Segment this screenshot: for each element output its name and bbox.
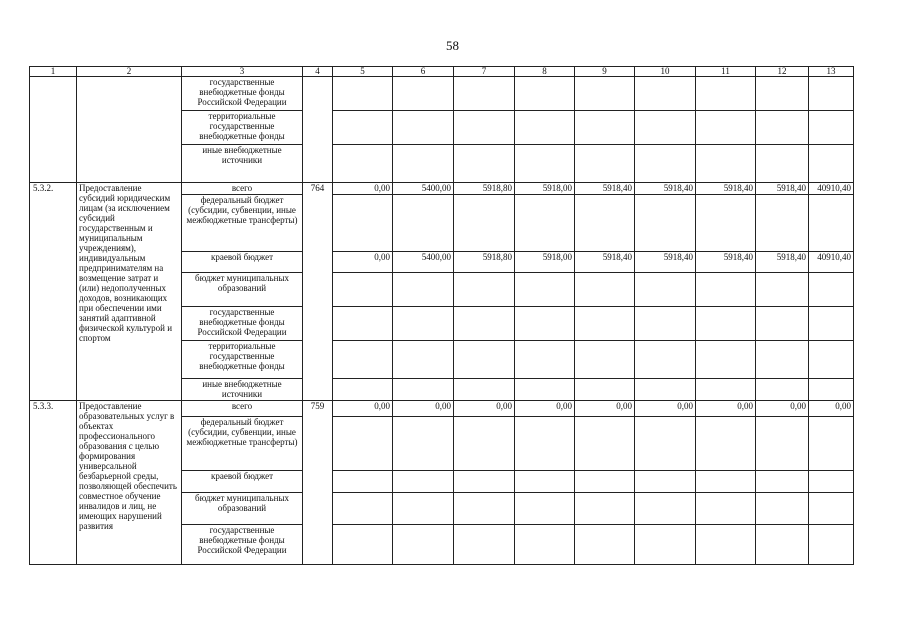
value-cell: [454, 341, 515, 379]
value-cell: [635, 307, 696, 341]
value-cell: [696, 493, 756, 525]
value-cell: 0,00: [393, 401, 454, 417]
value-cell: [635, 341, 696, 379]
value-cell: [393, 111, 454, 145]
value-cell: 0,00: [333, 401, 393, 417]
value-cell: [809, 417, 854, 471]
value-cell: [575, 307, 635, 341]
value-cell: [635, 379, 696, 401]
column-header: 8: [515, 67, 575, 77]
column-header: 7: [454, 67, 515, 77]
value-cell: [809, 493, 854, 525]
funding-source: государственные внебюджетные фонды Российской Федерации: [182, 307, 303, 341]
value-cell: [575, 379, 635, 401]
value-cell: [454, 525, 515, 565]
value-cell: 5918,40: [696, 183, 756, 195]
value-cell: [809, 111, 854, 145]
value-cell: [575, 111, 635, 145]
value-cell: [696, 341, 756, 379]
value-cell: [515, 417, 575, 471]
value-cell: [393, 307, 454, 341]
value-cell: 40910,40: [809, 183, 854, 195]
value-cell: 5918,40: [696, 252, 756, 273]
value-cell: [333, 341, 393, 379]
value-cell: [756, 417, 809, 471]
value-cell: [515, 273, 575, 307]
funding-source: федеральный бюджет (субсидии, субвенции, иные межбюджетные трансферты): [182, 195, 303, 252]
value-cell: [393, 77, 454, 111]
value-cell: [393, 195, 454, 252]
value-cell: [756, 195, 809, 252]
funding-source: краевой бюджет: [182, 252, 303, 273]
value-cell: 0,00: [515, 401, 575, 417]
value-cell: [635, 111, 696, 145]
section-number: 5.3.3.: [30, 401, 77, 565]
value-cell: [515, 307, 575, 341]
value-cell: [333, 471, 393, 493]
value-cell: [635, 417, 696, 471]
funding-source: иные внебюджетные источники: [182, 379, 303, 401]
value-cell: [393, 417, 454, 471]
value-cell: [515, 195, 575, 252]
funding-source: территориальные государственные внебюджетные фонды: [182, 111, 303, 145]
value-cell: 5400,00: [393, 183, 454, 195]
value-cell: [809, 341, 854, 379]
value-cell: [756, 525, 809, 565]
code-cell: [303, 77, 333, 183]
value-cell: 5918,00: [515, 183, 575, 195]
value-cell: [809, 471, 854, 493]
value-cell: [756, 145, 809, 183]
value-cell: [635, 471, 696, 493]
value-cell: [454, 307, 515, 341]
value-cell: [575, 195, 635, 252]
value-cell: [454, 77, 515, 111]
value-cell: 5918,40: [575, 252, 635, 273]
value-cell: 5918,80: [454, 183, 515, 195]
value-cell: [696, 307, 756, 341]
value-cell: [696, 273, 756, 307]
value-cell: [809, 77, 854, 111]
value-cell: [635, 77, 696, 111]
value-cell: [393, 341, 454, 379]
value-cell: [333, 493, 393, 525]
table-row: [30, 77, 854, 111]
value-cell: 0,00: [333, 183, 393, 195]
value-cell: [393, 493, 454, 525]
value-cell: [393, 471, 454, 493]
value-cell: [635, 145, 696, 183]
value-cell: 5918,00: [515, 252, 575, 273]
column-header: 4: [303, 67, 333, 77]
value-cell: [515, 471, 575, 493]
budget-code: 764: [303, 183, 333, 401]
value-cell: [333, 111, 393, 145]
value-cell: [696, 145, 756, 183]
value-cell: [756, 379, 809, 401]
column-header: 11: [696, 67, 756, 77]
funding-source: всего: [182, 401, 303, 417]
value-cell: [333, 273, 393, 307]
value-cell: 40910,40: [809, 252, 854, 273]
value-cell: [515, 341, 575, 379]
value-cell: 0,00: [575, 401, 635, 417]
section-name-cell: [77, 77, 182, 183]
value-cell: [696, 525, 756, 565]
value-cell: [575, 273, 635, 307]
funding-source: государственные внебюджетные фонды Российской Федерации: [182, 77, 303, 111]
funding-source: территориальные государственные внебюджетные фонды: [182, 341, 303, 379]
value-cell: [756, 307, 809, 341]
value-cell: [393, 525, 454, 565]
value-cell: 0,00: [635, 401, 696, 417]
value-cell: [333, 417, 393, 471]
budget-table: [29, 66, 854, 565]
value-cell: [575, 471, 635, 493]
value-cell: 0,00: [696, 401, 756, 417]
section-name: Предоставление образовательных услуг в объектах профессионального образования с целью формирования универсальной безбарьерной среды, позволяющей обеспечить совместное обучение инвалидов и лиц, не имеющих нарушений развития: [77, 401, 182, 565]
funding-source: краевой бюджет: [182, 471, 303, 493]
section-number: 5.3.2.: [30, 183, 77, 401]
value-cell: [756, 77, 809, 111]
value-cell: 0,00: [756, 401, 809, 417]
value-cell: [454, 493, 515, 525]
value-cell: [515, 77, 575, 111]
column-header: 2: [77, 67, 182, 77]
value-cell: [454, 111, 515, 145]
value-cell: [333, 525, 393, 565]
funding-source: бюджет муниципальных образований: [182, 273, 303, 307]
page-number: 58: [446, 38, 459, 53]
value-cell: 0,00: [333, 252, 393, 273]
column-header: 5: [333, 67, 393, 77]
value-cell: [575, 417, 635, 471]
value-cell: [756, 493, 809, 525]
value-cell: 5918,40: [756, 252, 809, 273]
value-cell: [515, 379, 575, 401]
value-cell: [393, 379, 454, 401]
value-cell: 0,00: [809, 401, 854, 417]
value-cell: [515, 111, 575, 145]
section-number-cell: [30, 77, 77, 183]
value-cell: [575, 145, 635, 183]
column-header: 9: [575, 67, 635, 77]
value-cell: 5918,40: [635, 183, 696, 195]
value-cell: 0,00: [454, 401, 515, 417]
value-cell: [809, 525, 854, 565]
value-cell: [696, 195, 756, 252]
funding-source: бюджет муниципальных образований: [182, 493, 303, 525]
value-cell: [809, 273, 854, 307]
table-row: [30, 183, 854, 195]
column-header: 3: [182, 67, 303, 77]
value-cell: [454, 379, 515, 401]
value-cell: [696, 471, 756, 493]
value-cell: [515, 145, 575, 183]
value-cell: [809, 195, 854, 252]
value-cell: [635, 195, 696, 252]
funding-source: иные внебюджетные источники: [182, 145, 303, 183]
value-cell: 5918,40: [575, 183, 635, 195]
value-cell: [454, 417, 515, 471]
column-header: 1: [30, 67, 77, 77]
value-cell: [333, 77, 393, 111]
value-cell: [756, 111, 809, 145]
value-cell: [809, 379, 854, 401]
value-cell: [393, 145, 454, 183]
value-cell: [756, 273, 809, 307]
column-header: 6: [393, 67, 454, 77]
value-cell: [696, 111, 756, 145]
value-cell: 5918,40: [756, 183, 809, 195]
value-cell: [454, 195, 515, 252]
value-cell: [333, 145, 393, 183]
value-cell: [575, 493, 635, 525]
funding-source: федеральный бюджет (субсидии, субвенции, иные межбюджетные трансферты): [182, 417, 303, 471]
value-cell: [515, 493, 575, 525]
value-cell: 5400,00: [393, 252, 454, 273]
value-cell: [454, 273, 515, 307]
value-cell: [333, 307, 393, 341]
header-row: [30, 67, 854, 77]
value-cell: [454, 145, 515, 183]
value-cell: [575, 77, 635, 111]
value-cell: [635, 273, 696, 307]
value-cell: [809, 307, 854, 341]
value-cell: [515, 525, 575, 565]
value-cell: [635, 525, 696, 565]
budget-code: 759: [303, 401, 333, 565]
column-header: 12: [756, 67, 809, 77]
value-cell: [696, 77, 756, 111]
column-header: 10: [635, 67, 696, 77]
value-cell: [454, 471, 515, 493]
section-name: Предоставление субсидий юридическим лицам (за исключением субсидий государственным и муниципальным учреждениям), индивидуальным предпринимателям на возмещение затрат и (или) недополученных доходов, возникающих при обеспечении ими занятий адаптивной физической культурой и спортом: [77, 183, 182, 401]
column-header: 13: [809, 67, 854, 77]
table-row: [30, 401, 854, 417]
funding-source: всего: [182, 183, 303, 195]
value-cell: 5918,40: [635, 252, 696, 273]
value-cell: [393, 273, 454, 307]
value-cell: 5918,80: [454, 252, 515, 273]
value-cell: [696, 417, 756, 471]
value-cell: [333, 379, 393, 401]
value-cell: [809, 145, 854, 183]
value-cell: [756, 341, 809, 379]
value-cell: [696, 379, 756, 401]
value-cell: [756, 471, 809, 493]
funding-source: государственные внебюджетные фонды Российской Федерации: [182, 525, 303, 565]
value-cell: [575, 341, 635, 379]
value-cell: [575, 525, 635, 565]
value-cell: [333, 195, 393, 252]
value-cell: [635, 493, 696, 525]
